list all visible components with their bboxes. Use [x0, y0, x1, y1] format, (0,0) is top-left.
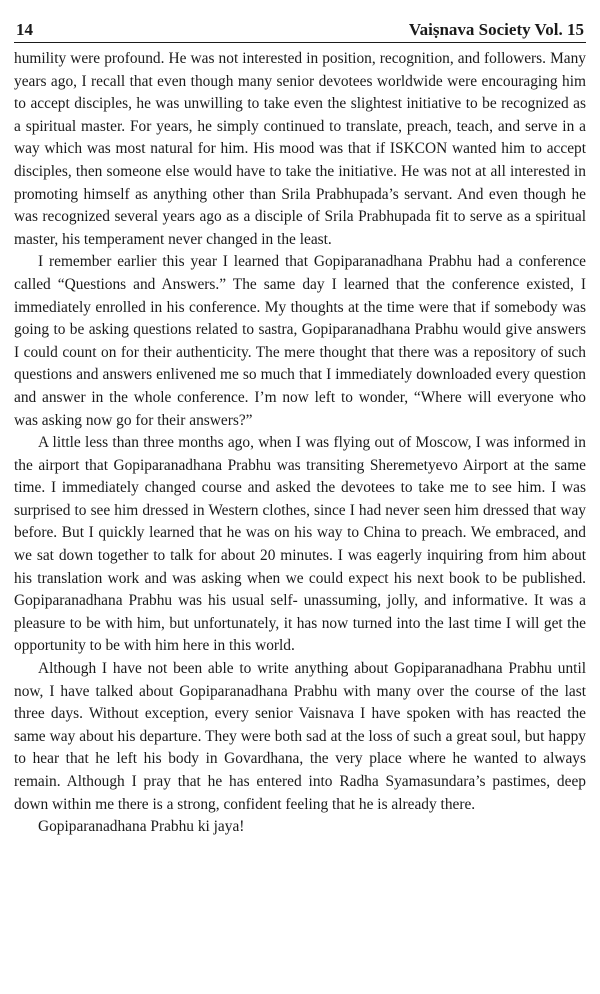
running-head [14, 18, 586, 43]
article-body [14, 48, 586, 839]
paragraph: Although I have not been able to write anything about Gopiparanadhana Prabhu until now, I have talked about Gopiparanadhana Prabhu with many over the course of the last three days. Without exception, every senior Vaisnava I have spoken with has reacted the same way about his departure. They were both sad at the loss of such a great soul, but happy to hear that he left his body in Govardhana, the very place where he wanted to always remain. Although I pray that he has entered into Radha Syamasundara’s pastimes, deep down within me there is a strong, confident feeling that he is already there. [14, 660, 586, 813]
paragraph-continued: humility were profound. He was not interested in position, recognition, and followers. Many years ago, I recall that even though many senior devotees worldwide were encouraging him to accept disciples, he was unwilling to take even the slightest initiative to be recognized as a spiritual master. For years, he simply continued to translate, preach, teach, and serve in a way which was most natural for him. His mood was that if ISKCON wanted him to accept disciples, then someone else would have to take the initiative. He was not at all interested in promoting himself as anything other than Srila Prabhupada’s servant. And even though he was recognized several years ago as a disciple of Srila Prabhupada fit to serve as a spiritual master, his temperament never changed in the least. [14, 50, 586, 248]
closing-line: Gopiparanadhana Prabhu ki jaya! [38, 818, 245, 836]
page-number: 14 [16, 20, 33, 39]
journal-title: Vaiṣnava Society Vol. 15 [408, 20, 584, 39]
paragraph: A little less than three months ago, when I was flying out of Moscow, I was informed in the airport that Gopiparanadhana Prabhu was transiting Sheremetyevo Airport at the same time. I immediately changed course and asked the devotees to take me to see him. I was surprised to see him dressed in Western clothes, since I had never seen him dressed that way before. But I quickly learned that he was on his way to China to preach. We embraced, and we sat down together to talk for about 20 minutes. I was eagerly inquiring from him about his translation work and was asking when we could expect his next book to be published. Gopiparanadhana Prabhu was his usual self- unassuming, jolly, and informative. It was a pleasure to be with him, but unfortunately, it has now turned into the last time I will get the opportunity to be with him here in this world. [14, 434, 586, 655]
paragraph: I remember earlier this year I learned that Gopiparanadhana Prabhu had a conference called “Questions and Answers.” The same day I learned that the conference existed, I immediately enrolled in his conference. My thoughts at the time were that if somebody was going to be asking questions related to sastra, Gopiparanadhana Prabhu would give answers I could count on for their authenticity. The mere thought that there was a repository of such questions and answers enlivened me so much that I immediately downloaded every question and answer in the whole conference. I’m now left to wonder, “Where will everyone who was asking now go for their answers?” [14, 253, 586, 429]
